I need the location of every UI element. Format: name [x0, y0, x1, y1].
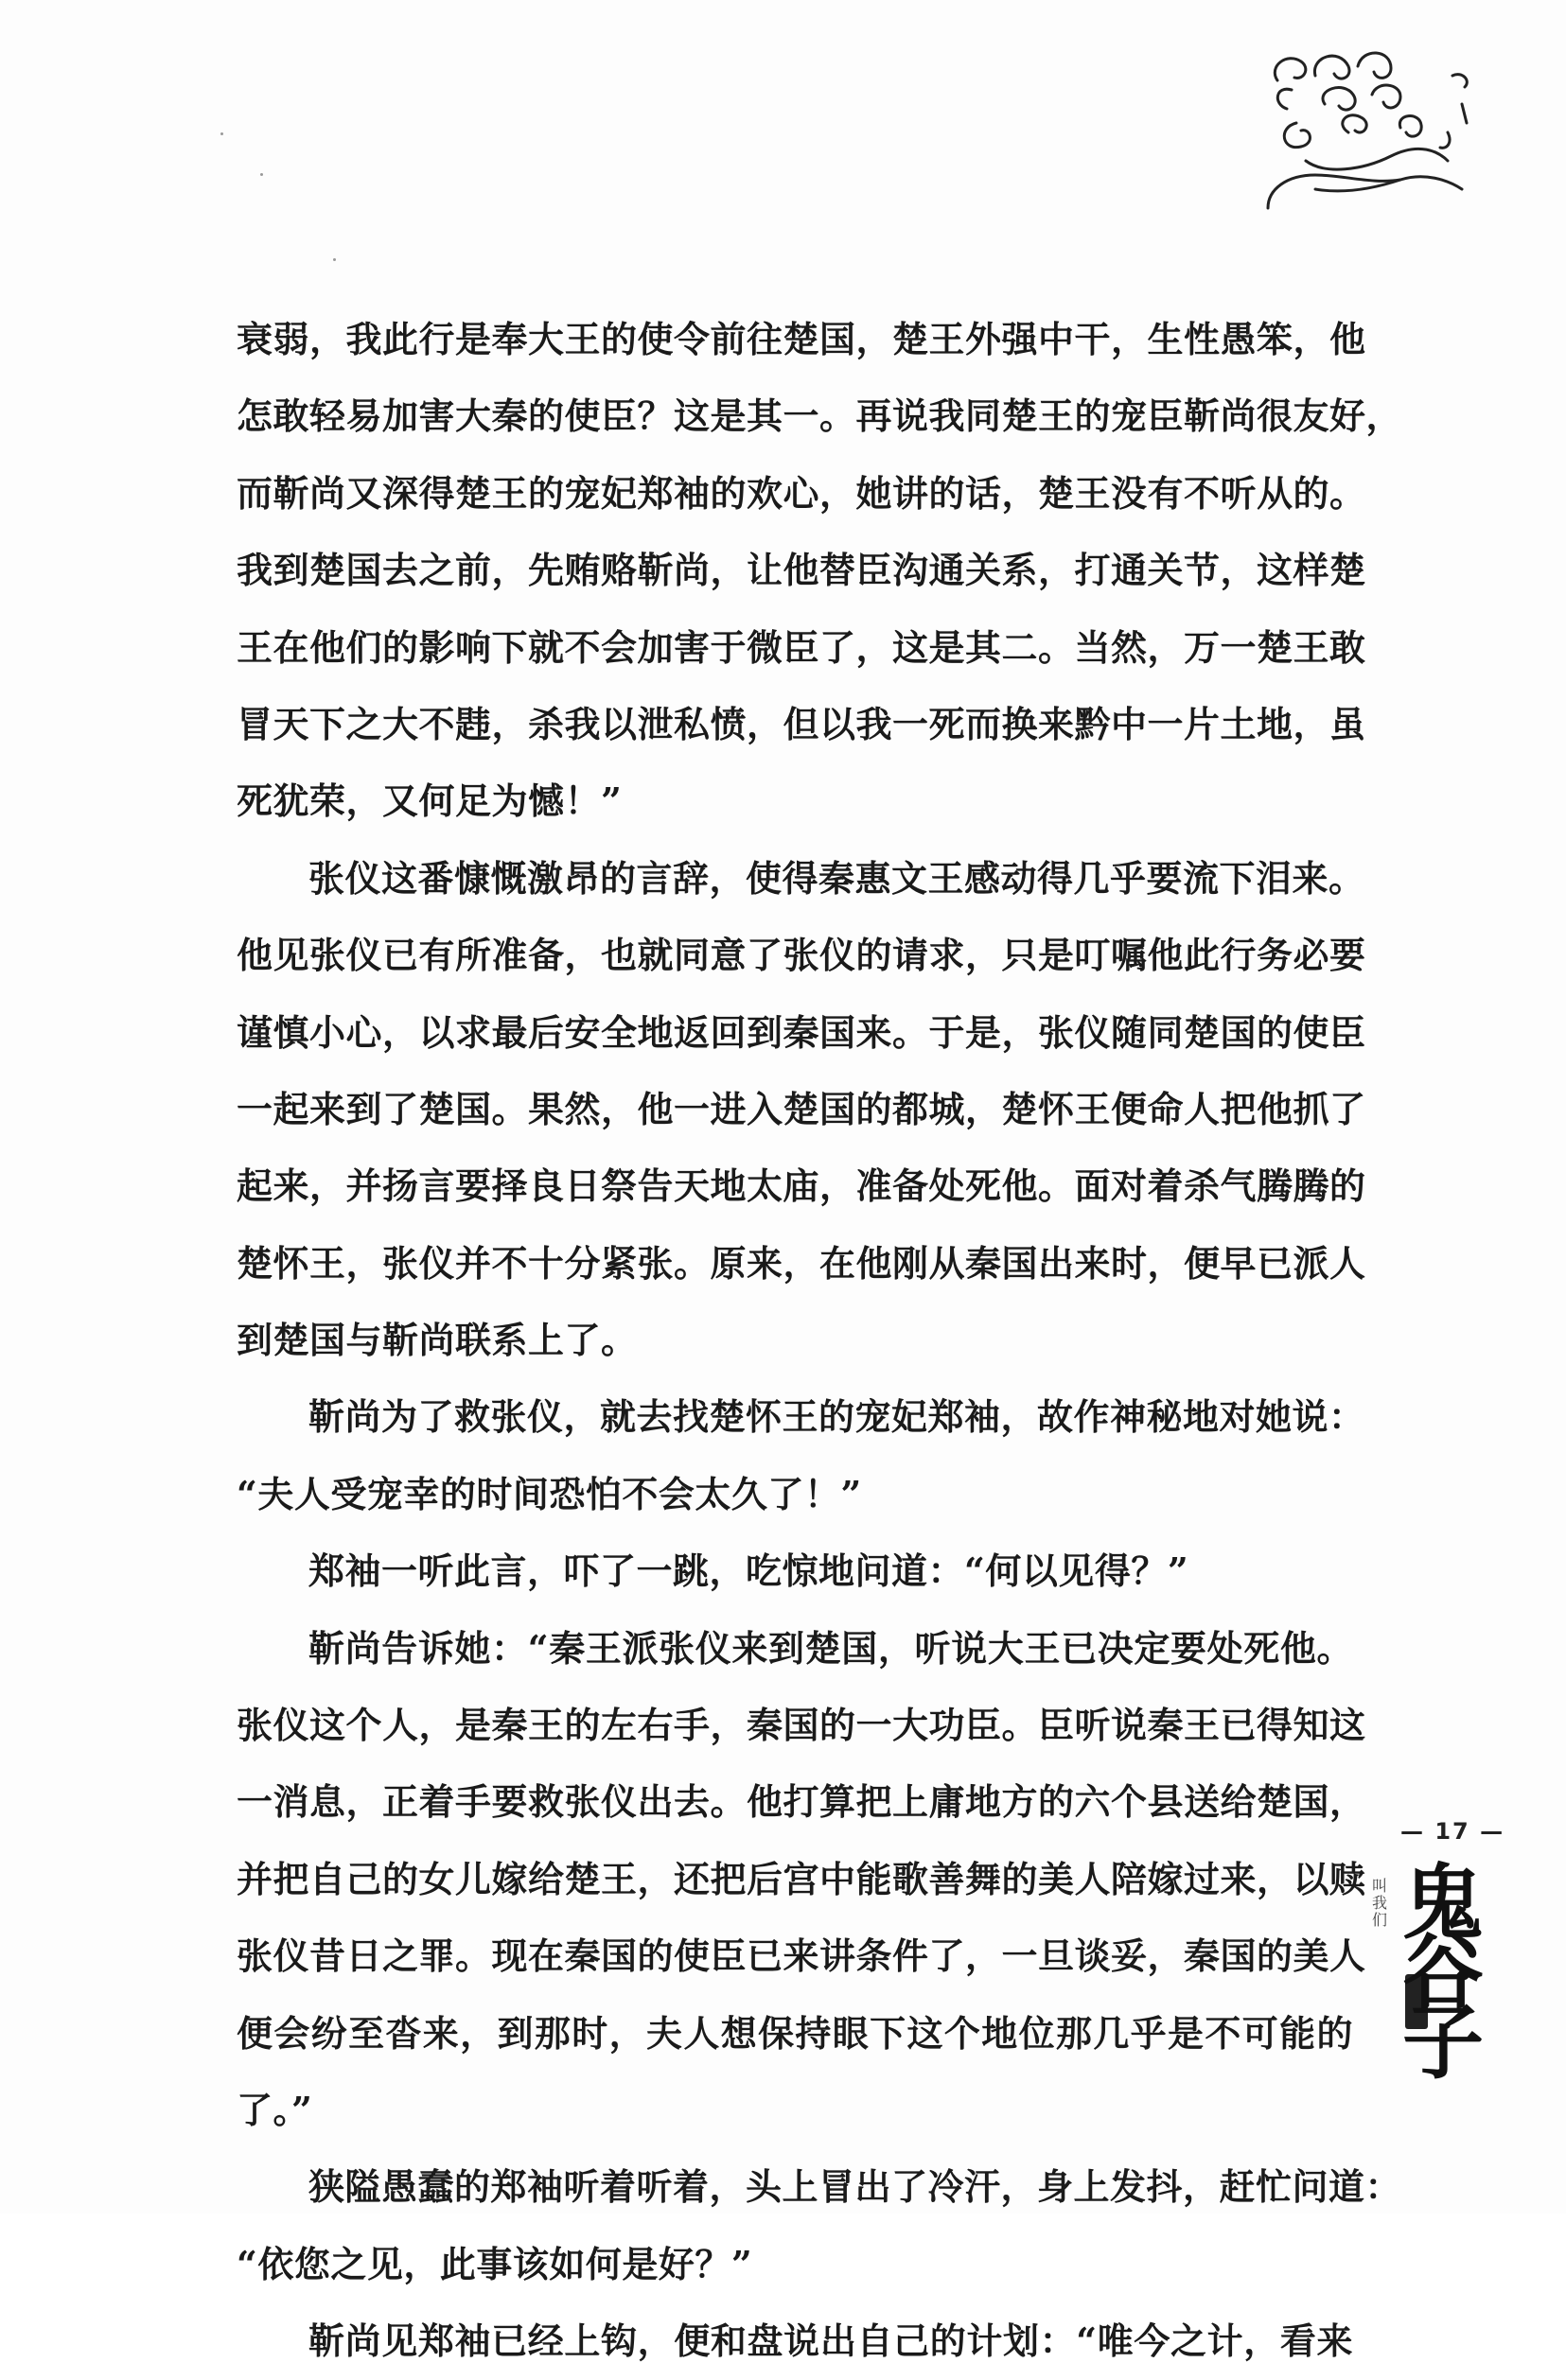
text-line: 他见张仪已有所准备，也就同意了张仪的请求，只是叮嘱他此行务必要: [237, 934, 1366, 977]
paragraph-start: 靳尚为了救张仪，就去找楚怀王的宠妃郑袖，故作神秘地对她说：: [308, 1395, 1365, 1439]
text-line: 而靳尚又深得楚王的宠妃郑袖的欢心，她讲的话，楚王没有不听从的。: [237, 471, 1366, 515]
paragraph-start: 狭隘愚蠢的郑袖听着听着，头上冒出了冷汗，身上发抖，赶忙问道：: [308, 2165, 1402, 2209]
text-line: 起来，并扬言要择良日祭告天地太庙，准备处死他。面对着杀气腾腾的: [237, 1164, 1366, 1208]
page-number: — 17 —: [1400, 1818, 1505, 1845]
text-line: 冒天下之大不韪，杀我以泄私愤，但以我一死而换来黔中一片土地，虽: [237, 702, 1366, 745]
paragraph-start: 郑袖一听此言，吓了一跳，吃惊地问道：“何以见得？”: [308, 1549, 1189, 1593]
text-line: “依您之见，此事该如何是好？”: [237, 2242, 753, 2285]
text-line: 王在他们的影响下就不会加害于微臣了，这是其二。当然，万一楚王敢: [237, 625, 1366, 669]
paragraph-start: 张仪这番慷慨激昂的言辞，使得秦惠文王感动得几乎要流下泪来。: [308, 856, 1365, 900]
paragraph-start: 靳尚见郑袖已经上钩，便和盘说出自己的计划：“唯今之计，看来: [308, 2319, 1353, 2363]
text-line: 张仪昔日之罪。现在秦国的使臣已来讲条件了，一旦谈妥，秦国的美人: [237, 1934, 1366, 1978]
text-line: 张仪这个人，是秦王的左右手，秦国的一大功臣。臣听说秦王已得知这: [237, 1704, 1366, 1747]
scan-speck: [260, 173, 263, 176]
text-line: 一起来到了楚国。果然，他一进入楚国的都城，楚怀王便命人把他抓了: [237, 1087, 1366, 1130]
logo-small-text: 叫我们: [1372, 1877, 1388, 1929]
text-line: 并把自己的女儿嫁给楚王，还把后宫中能歌善舞的美人陪嫁过来，以赎: [237, 1857, 1366, 1900]
text-line: 谨慎小心，以求最后安全地返回到秦国来。于是，张仪随同楚国的使臣: [237, 1010, 1366, 1054]
text-line: 衰弱，我此行是奉大王的使令前往楚国，楚王外强中干，生性愚笨，他: [237, 318, 1366, 360]
text-line: “夫人受宠幸的时间恐怕不会太久了！”: [237, 1472, 862, 1515]
logo-title: 鬼谷子: [1402, 1855, 1484, 2091]
scan-speck: [220, 132, 223, 135]
paragraph-start: 靳尚告诉她：“秦王派张仪来到楚国，听说大王已决定要处死他。: [308, 1626, 1353, 1670]
text-line: 楚怀王，张仪并不十分紧张。原来，在他刚从秦国出来时，便早已派人: [237, 1241, 1366, 1285]
cloud-ornament-icon: [1258, 38, 1486, 218]
scan-speck: [333, 258, 336, 261]
text-line: 便会纷至沓来，到那时，夫人想保持眼下这个地位那几乎是不可能的: [237, 2011, 1353, 2055]
text-line: 了。”: [237, 2088, 313, 2131]
text-line: 死犹荣，又何足为憾！”: [237, 779, 623, 823]
text-line: 到楚国与靳尚联系上了。: [237, 1319, 638, 1362]
text-line: 一消息，正着手要救张仪出去。他打算把上庸地方的六个县送给楚国，: [237, 1780, 1366, 1824]
text-line: 我到楚国去之前，先贿赂靳尚，让他替臣沟通关系，打通关节，这样楚: [237, 549, 1366, 592]
text-line: 怎敢轻易加害大秦的使臣？这是其一。再说我同楚王的宠臣靳尚很友好，: [237, 394, 1403, 438]
